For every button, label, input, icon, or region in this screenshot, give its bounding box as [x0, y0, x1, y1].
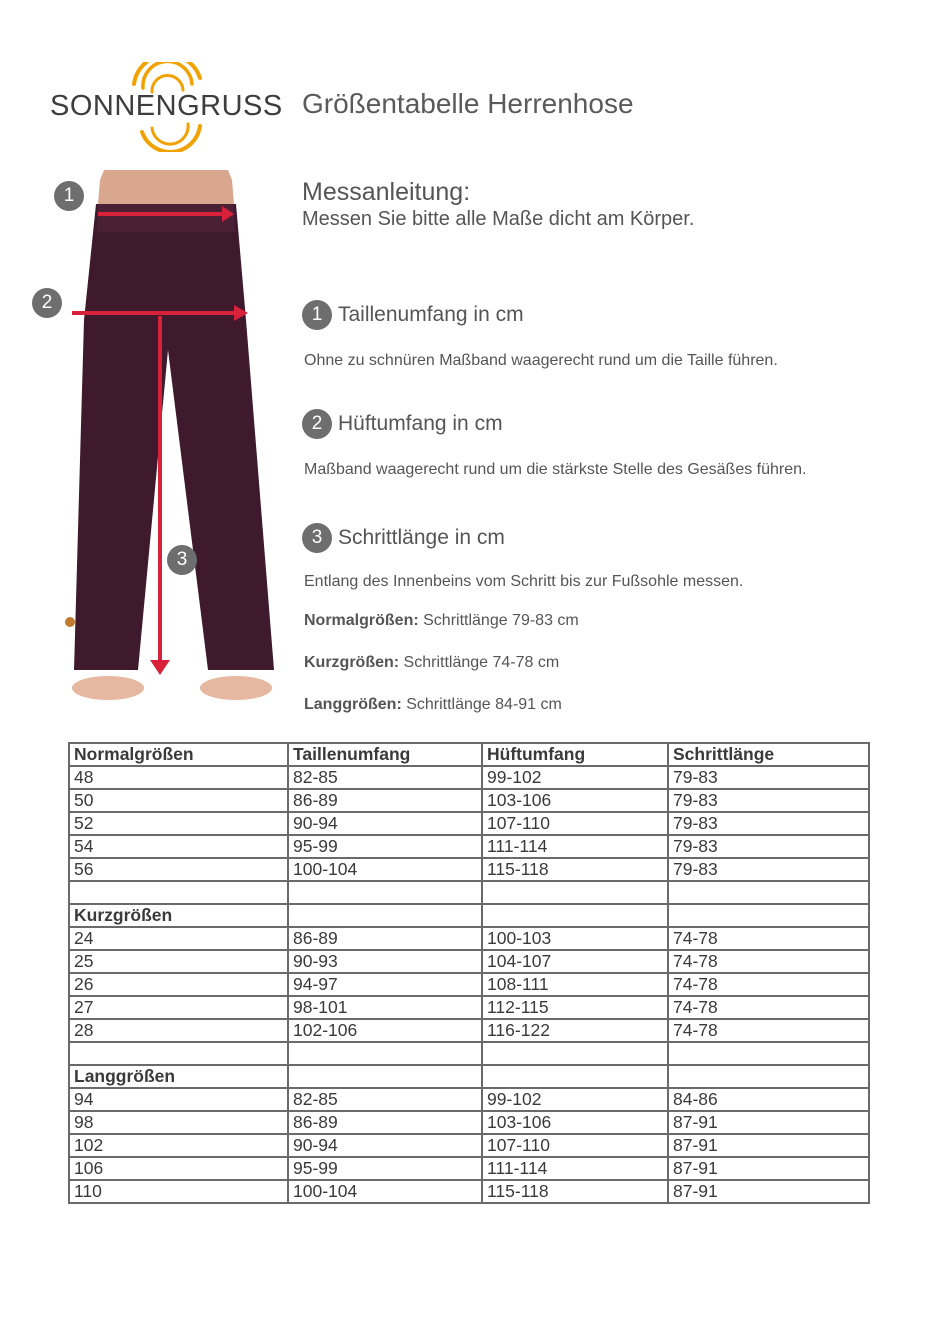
marker-1: 1	[54, 181, 84, 211]
table-cell: 87-91	[668, 1134, 869, 1157]
table-cell: 111-114	[482, 1157, 668, 1180]
note-normal	[304, 612, 579, 630]
table-row	[69, 858, 869, 881]
table-cell: 28	[69, 1019, 288, 1042]
size-table-body	[69, 743, 869, 1203]
table-cell	[668, 904, 869, 927]
table-cell: 106	[69, 1157, 288, 1180]
table-row	[69, 789, 869, 812]
note-label: Normalgrößen:	[304, 612, 419, 629]
table-cell: 103-106	[482, 789, 668, 812]
note-short	[304, 654, 559, 672]
table-cell: 27	[69, 996, 288, 1019]
table-header-row	[69, 743, 869, 766]
table-cell: 79-83	[668, 835, 869, 858]
trousers	[74, 204, 274, 670]
note-label: Kurzgrößen:	[304, 654, 400, 671]
table-cell: 98-101	[288, 996, 482, 1019]
table-cell: 95-99	[288, 1157, 482, 1180]
table-cell: 86-89	[288, 1111, 482, 1134]
table-cell: 56	[69, 858, 288, 881]
note-long	[304, 696, 562, 714]
table-cell: 108-111	[482, 973, 668, 996]
table-cell: 115-118	[482, 1180, 668, 1203]
left-foot	[72, 676, 144, 700]
table-cell: 90-94	[288, 812, 482, 835]
table-cell: 25	[69, 950, 288, 973]
table-cell	[69, 1042, 288, 1065]
table-cell: 86-89	[288, 927, 482, 950]
right-foot	[200, 676, 272, 700]
table-cell	[69, 881, 288, 904]
trousers-illustration	[28, 170, 298, 720]
note-value: Schrittlänge 79-83 cm	[418, 612, 579, 629]
table-row	[69, 973, 869, 996]
table-row	[69, 1157, 869, 1180]
table-cell: 100-104	[288, 1180, 482, 1203]
table-cell: 116-122	[482, 1019, 668, 1042]
size-table	[68, 742, 870, 1204]
table-cell	[482, 1065, 668, 1088]
table-cell: 94	[69, 1088, 288, 1111]
table-cell	[482, 904, 668, 927]
table-cell: 79-83	[668, 812, 869, 835]
table-row	[69, 950, 869, 973]
section-waist-heading	[302, 300, 524, 330]
table-cell: 90-93	[288, 950, 482, 973]
table-cell: 95-99	[288, 835, 482, 858]
table-group-row	[69, 1065, 869, 1088]
trousers-figure	[28, 170, 298, 720]
table-cell: 84-86	[668, 1088, 869, 1111]
table-cell: Kurzgrößen	[69, 904, 288, 927]
table-row	[69, 996, 869, 1019]
page-title: Größentabelle Herrenhose	[302, 88, 634, 119]
trousers-badge	[65, 617, 75, 627]
marker-2: 2	[32, 288, 62, 318]
table-cell: 52	[69, 812, 288, 835]
brand-logo	[50, 62, 283, 152]
table-cell: 79-83	[668, 766, 869, 789]
table-row	[69, 812, 869, 835]
table-row	[69, 1180, 869, 1203]
table-row	[69, 1088, 869, 1111]
table-cell: 74-78	[668, 1019, 869, 1042]
note-value: Schrittlänge 74-78 cm	[399, 654, 560, 671]
section-waist-text: Ohne zu schnüren Maßband waagerecht rund um die Taille führen.	[304, 352, 778, 369]
section-title: Hüftumfang in cm	[338, 412, 503, 435]
table-cell: 74-78	[668, 950, 869, 973]
table-cell: 79-83	[668, 858, 869, 881]
section-inseam-heading	[302, 523, 505, 553]
table-cell: 99-102	[482, 766, 668, 789]
table-cell: 50	[69, 789, 288, 812]
waistband	[97, 204, 235, 232]
table-cell: 115-118	[482, 858, 668, 881]
table-cell: 111-114	[482, 835, 668, 858]
section-hip-text: Maßband waagerecht rund um die stärkste Stelle des Gesäßes führen.	[304, 461, 807, 478]
table-cell: 112-115	[482, 996, 668, 1019]
table-cell	[668, 1042, 869, 1065]
table-cell: 82-85	[288, 1088, 482, 1111]
table-row	[69, 881, 869, 904]
table-cell: 74-78	[668, 927, 869, 950]
table-cell: Langgrößen	[69, 1065, 288, 1088]
note-label: Langgrößen:	[304, 696, 402, 713]
torso	[98, 170, 234, 204]
section-title: Taillenumfang in cm	[338, 303, 524, 326]
table-cell: 107-110	[482, 1134, 668, 1157]
table-row	[69, 766, 869, 789]
table-cell	[288, 904, 482, 927]
instructions-subheading: Messen Sie bitte alle Maße dicht am Körper.	[302, 208, 695, 230]
table-cell: 103-106	[482, 1111, 668, 1134]
table-cell: 87-91	[668, 1180, 869, 1203]
table-cell: 87-91	[668, 1111, 869, 1134]
table-cell: 98	[69, 1111, 288, 1134]
number-badge: 3	[302, 523, 332, 553]
table-cell: 79-83	[668, 789, 869, 812]
table-cell	[668, 881, 869, 904]
instructions-heading: Messanleitung:	[302, 178, 471, 206]
table-cell	[288, 881, 482, 904]
table-row	[69, 1134, 869, 1157]
table-cell: 102-106	[288, 1019, 482, 1042]
table-cell: 94-97	[288, 973, 482, 996]
note-value: Schrittlänge 84-91 cm	[401, 696, 562, 713]
table-cell: 110	[69, 1180, 288, 1203]
marker-3: 3	[167, 545, 197, 575]
table-cell: 74-78	[668, 996, 869, 1019]
table-cell: 86-89	[288, 789, 482, 812]
section-hip-heading	[302, 409, 503, 439]
table-cell	[482, 881, 668, 904]
table-cell: 26	[69, 973, 288, 996]
table-cell: 24	[69, 927, 288, 950]
table-cell	[668, 1065, 869, 1088]
table-cell: 100-104	[288, 858, 482, 881]
table-cell: 87-91	[668, 1157, 869, 1180]
table-row	[69, 1019, 869, 1042]
table-cell: 82-85	[288, 766, 482, 789]
table-cell: Normalgrößen	[69, 743, 288, 766]
table-cell: 74-78	[668, 973, 869, 996]
table-cell: Taillenumfang	[288, 743, 482, 766]
table-cell	[288, 1065, 482, 1088]
table-cell	[482, 1042, 668, 1065]
table-cell: 102	[69, 1134, 288, 1157]
section-inseam-text: Entlang des Innenbeins vom Schritt bis zur Fußsohle messen.	[304, 573, 744, 590]
table-cell: 90-94	[288, 1134, 482, 1157]
table-cell: 100-103	[482, 927, 668, 950]
table-row	[69, 1042, 869, 1065]
brand-name: SONNENGRUSS	[50, 90, 283, 122]
table-cell	[288, 1042, 482, 1065]
table-cell: Hüftumfang	[482, 743, 668, 766]
table-group-row	[69, 904, 869, 927]
table-row	[69, 927, 869, 950]
number-badge: 1	[302, 300, 332, 330]
table-cell: 54	[69, 835, 288, 858]
table-cell: 48	[69, 766, 288, 789]
table-cell: 107-110	[482, 812, 668, 835]
table-row	[69, 1111, 869, 1134]
table-row	[69, 835, 869, 858]
table-cell: 104-107	[482, 950, 668, 973]
section-title: Schrittlänge in cm	[338, 526, 505, 549]
number-badge: 2	[302, 409, 332, 439]
table-cell: Schrittlänge	[668, 743, 869, 766]
table-cell: 99-102	[482, 1088, 668, 1111]
